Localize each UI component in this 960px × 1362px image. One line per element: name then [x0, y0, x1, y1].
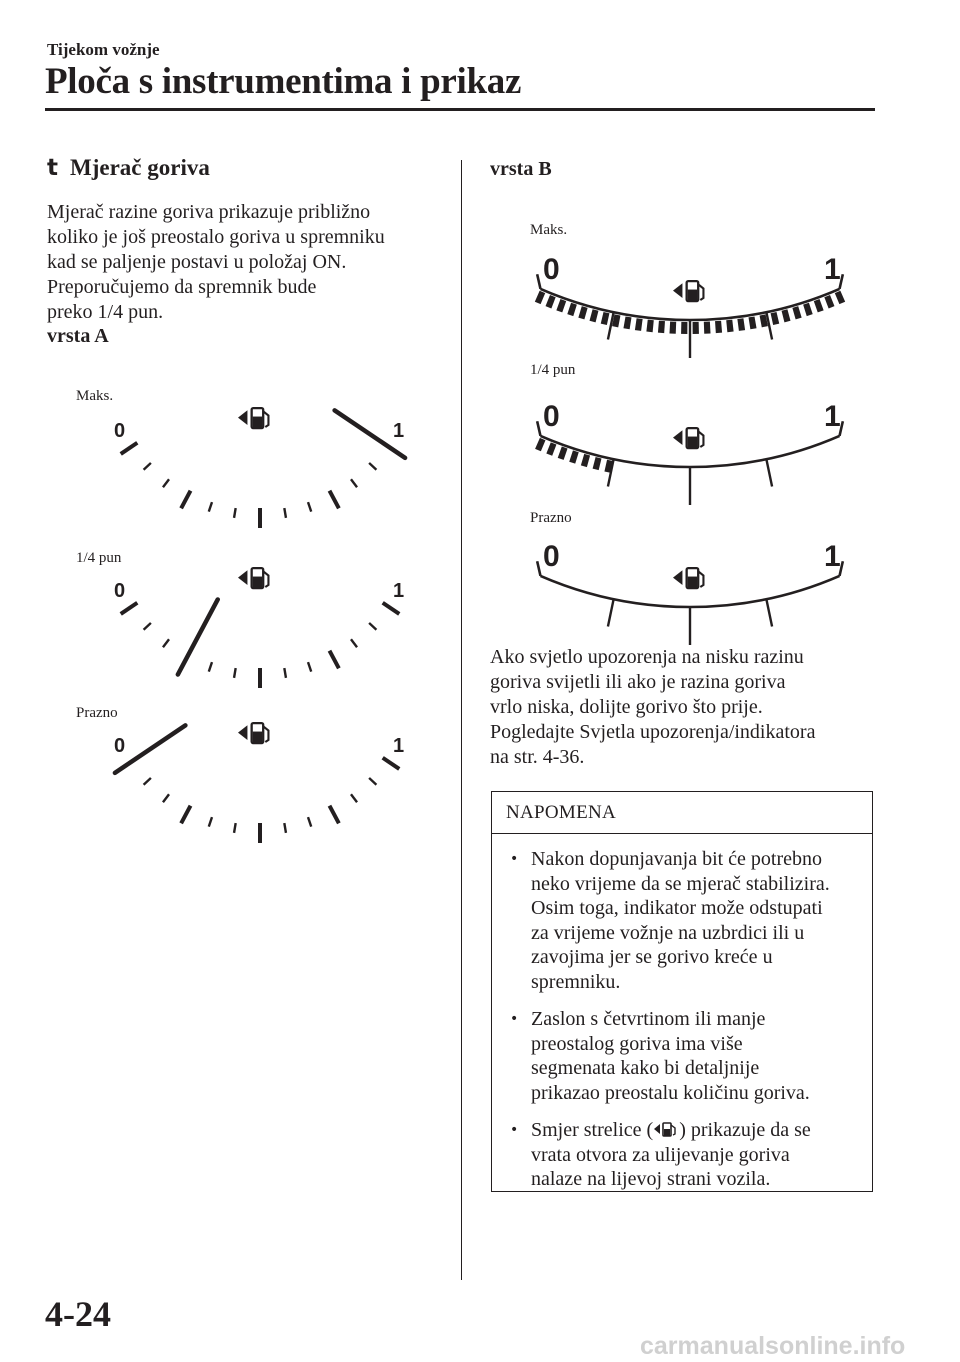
type-b-label-quarter: 1/4 pun: [530, 362, 576, 378]
gauge-segment: [824, 295, 834, 308]
gauge-segment: [635, 318, 643, 331]
gauge-min-label: 0: [543, 253, 560, 286]
gauge-tick: [308, 662, 311, 671]
gauge-tick: [308, 502, 311, 511]
gauge-tick: [144, 623, 151, 630]
gauge-tick: [284, 823, 286, 833]
gauge-tick: [163, 639, 169, 647]
note-line: zavojima jer se gorivo kreće u: [531, 946, 773, 968]
gauge-segment: [814, 299, 824, 312]
gauge-tick: [121, 603, 138, 614]
gauge-tick: [369, 623, 376, 630]
gauge-tick: [284, 508, 286, 518]
gauge-segment: [581, 454, 590, 467]
heading-bullet: t: [47, 155, 58, 181]
gauge-segment: [792, 306, 801, 319]
gauge-max-label: 1: [824, 540, 841, 573]
heading-text: Mjerač goriva: [70, 155, 210, 180]
gauge-tick: [383, 758, 400, 769]
note-line: prikazao preostalu količinu goriva.: [531, 1081, 810, 1104]
fuel-gauge-type-b-quarter: [535, 392, 845, 492]
gauge-segment: [593, 457, 602, 470]
gauge-max-label: 1: [824, 400, 841, 433]
gauge-segment: [693, 322, 699, 334]
fuel-pump-arrow-icon: [238, 723, 268, 743]
note-box: [491, 791, 873, 1192]
gauge-segment: [556, 299, 566, 312]
note-line: spremniku.: [531, 970, 621, 993]
section-heading: [47, 155, 210, 181]
gauge-min-label: 0: [114, 420, 126, 442]
note-item: [506, 1007, 862, 1105]
note-item: [506, 847, 862, 994]
type-a-label-quarter: 1/4 pun: [76, 550, 122, 566]
type-b-label-full: Maks.: [530, 222, 568, 238]
note-line: nalaze na lijevoj strani vozila.: [531, 1168, 771, 1190]
gauge-segment: [590, 309, 599, 322]
title-rule: [45, 108, 875, 111]
intro-line: preko 1/4 pun.: [47, 301, 164, 323]
fuel-pump-arrow-icon: [673, 568, 703, 588]
warning-line: Pogledajte Svjetla upozorenja/indikatora: [490, 721, 816, 743]
type-a-title: vrsta A: [47, 325, 109, 347]
gauge-segment: [546, 442, 556, 455]
gauge-max-label: 1: [824, 253, 841, 286]
gauge-tick: [308, 817, 311, 826]
gauge-segment: [726, 320, 733, 333]
gauge-max-label: 1: [393, 735, 405, 757]
gauge-segment: [569, 450, 579, 463]
gauge-segment: [835, 291, 845, 304]
gauge-tick: [383, 603, 400, 614]
note-line: Nakon dopunjavanja bit će potrebno: [531, 848, 823, 870]
note-text: Smjer strelice (: [531, 1119, 654, 1141]
note-text: ) prikazuje da se: [679, 1119, 811, 1141]
gauge-max-label: 1: [393, 580, 405, 602]
gauge-tick: [163, 794, 169, 802]
note-line: Zaslon s četvrtinom ili manje: [531, 1008, 766, 1030]
gauge-tick: [351, 479, 357, 487]
column-divider: [461, 160, 462, 1280]
fuel-gauge-type-a-full: [100, 400, 420, 520]
fuel-pump-arrow-icon: [238, 408, 268, 428]
gauge-end-tick: [537, 274, 540, 289]
warning-line: goriva svijetli ili ako je razina goriva: [490, 671, 786, 693]
gauge-min-label: 0: [543, 540, 560, 573]
gauge-tick: [608, 599, 614, 626]
gauge-segment: [771, 312, 780, 325]
gauge-segment: [535, 438, 545, 451]
gauge-tick: [121, 443, 138, 454]
gauge-segment: [646, 320, 653, 333]
watermark: carmanualsonline.info: [640, 1332, 906, 1360]
type-a-label-full: Maks.: [76, 388, 114, 404]
gauge-segment: [749, 316, 757, 329]
gauge-tick: [329, 651, 338, 669]
gauge-end-tick: [537, 421, 540, 436]
warning-line: vrlo niska, dolijte gorivo što prije.: [490, 696, 763, 718]
gauge-segment: [704, 321, 711, 333]
gauge-segment: [737, 318, 745, 331]
gauge-tick: [181, 806, 190, 824]
note-line: [531, 1118, 862, 1143]
intro-line: Mjerač razine goriva prikazuje približno: [47, 201, 371, 223]
gauge-tick: [369, 463, 376, 470]
note-bullet: •: [510, 1011, 519, 1027]
note-bullet: •: [510, 1122, 519, 1138]
note-line: vrata otvora za ulijevanje goriva: [531, 1143, 790, 1166]
type-a-label-empty: Prazno: [76, 705, 118, 721]
gauge-tick: [351, 639, 357, 647]
fuel-pump-arrow-icon: [238, 568, 268, 588]
gauge-min-label: 0: [543, 400, 560, 433]
fuel-pump-arrow-icon: [673, 281, 703, 301]
gauge-max-label: 1: [393, 420, 405, 442]
intro-line: Preporučujemo da spremnik bude: [47, 276, 317, 298]
gauge-tick: [369, 778, 376, 785]
gauge-segment: [578, 306, 587, 319]
intro-line: kad se paljenje postavi u položaj ON.: [47, 251, 347, 273]
type-b-label-empty: Prazno: [530, 510, 572, 526]
type-b-title: vrsta B: [490, 158, 552, 180]
fuel-gauge-type-a-quarter: [100, 560, 420, 680]
gauge-segment: [546, 295, 556, 308]
gauge-tick: [329, 491, 338, 509]
gauge-tick: [234, 823, 236, 833]
page-title: Ploča s instrumentima i prikaz: [45, 61, 522, 102]
gauge-tick: [766, 459, 772, 486]
gauge-min-label: 0: [114, 735, 126, 757]
gauge-tick: [234, 668, 236, 678]
note-line: preostalog goriva ima više: [531, 1032, 743, 1055]
fuel-gauge-type-b-full: [535, 245, 845, 355]
gauge-segment: [715, 321, 722, 333]
gauge-segment: [658, 321, 665, 333]
warning-line: na str. 4-36.: [490, 746, 585, 768]
gauge-segment: [782, 309, 791, 322]
gauge-tick: [163, 479, 169, 487]
gauge-tick: [766, 599, 772, 626]
gauge-tick: [144, 778, 151, 785]
gauge-tick: [181, 491, 190, 509]
gauge-segment: [601, 312, 610, 325]
fuel-pump-arrow-icon: [673, 428, 703, 448]
gauge-segment: [567, 303, 577, 316]
fuel-pump-arrow-icon: [653, 1120, 679, 1138]
note-list: [506, 847, 862, 1205]
note-line: segmenata kako bi detaljnije: [531, 1057, 760, 1079]
intro-line: koliko je još preostalo goriva u spremniku: [47, 226, 385, 248]
gauge-segment: [535, 291, 545, 304]
gauge-tick: [209, 662, 212, 671]
gauge-needle: [115, 725, 185, 773]
low-fuel-warning-paragraph: [490, 645, 875, 770]
intro-paragraph: [47, 200, 457, 325]
fuel-gauge-type-a-empty: [100, 715, 420, 835]
gauge-tick: [351, 794, 357, 802]
gauge-tick: [329, 806, 338, 824]
note-line: za vrijeme vožnje na uzbrdici ili u: [531, 921, 805, 944]
gauge-tick: [284, 668, 286, 678]
note-line: Osim toga, indikator može odstupati: [531, 897, 823, 919]
gauge-segment: [803, 303, 813, 316]
gauge-segment: [558, 447, 568, 460]
note-line: neko vrijeme da se mjerač stabilizira.: [531, 872, 830, 895]
gauge-tick: [209, 502, 212, 511]
gauge-end-tick: [537, 561, 540, 576]
gauge-min-label: 0: [114, 580, 126, 602]
section-label: Tijekom vožnje: [47, 40, 160, 59]
gauge-tick: [234, 508, 236, 518]
gauge-tick: [209, 817, 212, 826]
gauge-segment: [623, 316, 631, 329]
gauge-segment: [669, 321, 676, 333]
warning-line: Ako svjetlo upozorenja na nisku razinu: [490, 646, 804, 668]
gauge-tick: [144, 463, 151, 470]
note-bullet: •: [510, 851, 519, 867]
note-heading: NAPOMENA: [506, 802, 617, 823]
note-item: [506, 1118, 862, 1192]
fuel-gauge-type-b-empty: [535, 532, 845, 632]
page-number: 4-24: [45, 1294, 111, 1334]
gauge-segment: [681, 322, 687, 334]
note-header: [492, 792, 872, 834]
